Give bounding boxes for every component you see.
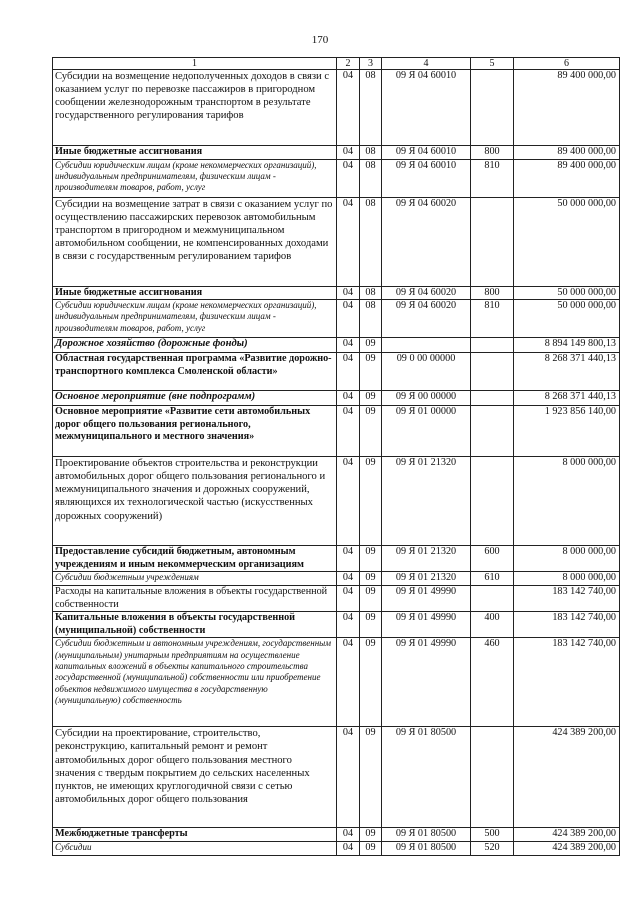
row-name-cell: Субсидии юридическим лицам (кроме некоммерческих организаций), индивидуальным предпринимателям, физическим лицам - производителям товаров, работ, услуг — [53, 159, 337, 197]
table-row — [53, 612, 620, 638]
row-target-code-cell: 09 Я 01 21320 — [382, 546, 471, 572]
row-expense-type-cell — [471, 457, 514, 546]
row-name-cell: Межбюджетные трансферты — [53, 828, 337, 842]
row-name-cell: Субсидии — [53, 841, 337, 855]
row-expense-type-cell — [471, 585, 514, 611]
row-target-code-cell: 09 Я 01 49990 — [382, 612, 471, 638]
row-name-cell: Предоставление субсидий бюджетным, автономным учреждениям и иным некоммерческим организациям — [53, 546, 337, 572]
row-name-cell: Капитальные вложения в объекты государственной (муниципальной) собственности — [53, 612, 337, 638]
row-expense-type-cell — [471, 197, 514, 286]
table-row — [53, 585, 620, 611]
table-header-row — [53, 58, 620, 70]
row-subsection-cell: 09 — [360, 406, 382, 457]
row-name-cell: Субсидии на возмещение затрат в связи с оказанием услуг по осуществлению пассажирских перевозок автомобильным транспортом в пригородном и межмуниципальном автомобильном сообщении, не компенсированных доходами в связи с государственным регулированием тарифов — [53, 197, 337, 286]
row-target-code-cell: 09 Я 01 80500 — [382, 841, 471, 855]
row-name-cell: Проектирование объектов строительства и реконструкции автомобильных дорог общего пользования регионального и межмуниципального значения и дорожных сооружений, являющихся их технологической частью (искусственных дорожных сооружений) — [53, 457, 337, 546]
row-target-code-cell: 09 Я 04 60020 — [382, 197, 471, 286]
row-amount-cell: 50 000 000,00 — [514, 286, 620, 300]
table-row — [53, 146, 620, 160]
row-section-cell: 04 — [337, 159, 360, 197]
row-name-cell: Областная государственная программа «Развитие дорожно-транспортного комплекса Смоленской области» — [53, 353, 337, 391]
row-subsection-cell: 09 — [360, 727, 382, 828]
row-section-cell: 04 — [337, 585, 360, 611]
row-section-cell: 04 — [337, 70, 360, 146]
row-expense-type-cell: 520 — [471, 841, 514, 855]
row-subsection-cell: 09 — [360, 585, 382, 611]
row-subsection-cell: 09 — [360, 338, 382, 353]
row-amount-cell: 424 389 200,00 — [514, 727, 620, 828]
row-section-cell: 04 — [337, 338, 360, 353]
row-amount-cell: 89 400 000,00 — [514, 146, 620, 160]
page-number: 170 — [311, 34, 329, 46]
table-row — [53, 457, 620, 546]
column-header: 2 — [337, 58, 360, 70]
row-subsection-cell: 08 — [360, 300, 382, 338]
row-section-cell: 04 — [337, 353, 360, 391]
row-subsection-cell: 08 — [360, 197, 382, 286]
row-expense-type-cell — [471, 353, 514, 391]
row-amount-cell: 50 000 000,00 — [514, 197, 620, 286]
table-row — [53, 391, 620, 406]
column-header: 3 — [360, 58, 382, 70]
row-name-cell: Субсидии юридическим лицам (кроме некоммерческих организаций), индивидуальным предпринимателям, физическим лицам - производителям товаров, работ, услуг — [53, 300, 337, 338]
row-amount-cell: 8 000 000,00 — [514, 457, 620, 546]
row-subsection-cell: 08 — [360, 146, 382, 160]
row-amount-cell: 89 400 000,00 — [514, 159, 620, 197]
row-expense-type-cell: 600 — [471, 546, 514, 572]
row-subsection-cell: 09 — [360, 546, 382, 572]
column-header: 4 — [382, 58, 471, 70]
row-amount-cell: 8 894 149 800,13 — [514, 338, 620, 353]
row-section-cell: 04 — [337, 572, 360, 586]
budget-table — [52, 57, 620, 856]
row-target-code-cell: 09 Я 04 60010 — [382, 70, 471, 146]
row-name-cell: Основное мероприятие «Развитие сети автомобильных дорог общего пользования регионального, межмуниципального и местного значения» — [53, 406, 337, 457]
row-amount-cell: 183 142 740,00 — [514, 638, 620, 727]
row-subsection-cell: 08 — [360, 70, 382, 146]
table-row — [53, 197, 620, 286]
row-section-cell: 04 — [337, 727, 360, 828]
row-section-cell: 04 — [337, 612, 360, 638]
row-expense-type-cell: 500 — [471, 828, 514, 842]
row-section-cell: 04 — [337, 841, 360, 855]
row-expense-type-cell — [471, 338, 514, 353]
row-name-cell: Субсидии на возмещение недополученных доходов в связи с оказанием услуг по перевозке пассажиров в пригородном сообщении железнодорожным транспортом в результате государственного регулирования тарифов — [53, 70, 337, 146]
table-row — [53, 828, 620, 842]
table-row — [53, 300, 620, 338]
table-row — [53, 727, 620, 828]
row-amount-cell: 183 142 740,00 — [514, 585, 620, 611]
column-header: 1 — [53, 58, 337, 70]
row-expense-type-cell: 610 — [471, 572, 514, 586]
row-target-code-cell: 09 0 00 00000 — [382, 353, 471, 391]
row-subsection-cell: 09 — [360, 391, 382, 406]
row-name-cell: Дорожное хозяйство (дорожные фонды) — [53, 338, 337, 353]
row-amount-cell: 8 268 371 440,13 — [514, 353, 620, 391]
row-subsection-cell: 09 — [360, 353, 382, 391]
row-subsection-cell: 09 — [360, 457, 382, 546]
row-expense-type-cell: 810 — [471, 159, 514, 197]
row-subsection-cell: 09 — [360, 638, 382, 727]
row-amount-cell: 8 000 000,00 — [514, 572, 620, 586]
table-row — [53, 70, 620, 146]
row-name-cell: Основное мероприятие (вне подпрограмм) — [53, 391, 337, 406]
row-section-cell: 04 — [337, 391, 360, 406]
row-name-cell: Субсидии на проектирование, строительство, реконструкцию, капитальный ремонт и ремонт автомобильных дорог общего пользования местного значения с твердым покрытием до сельских населенных пунктов, не имеющих круглогодичной связи с сетью автомобильных дорог общего пользования — [53, 727, 337, 828]
row-target-code-cell: 09 Я 00 00000 — [382, 391, 471, 406]
table-row — [53, 353, 620, 391]
row-amount-cell: 183 142 740,00 — [514, 612, 620, 638]
table-row — [53, 546, 620, 572]
row-target-code-cell: 09 Я 01 49990 — [382, 585, 471, 611]
row-subsection-cell: 08 — [360, 286, 382, 300]
row-amount-cell: 50 000 000,00 — [514, 300, 620, 338]
row-target-code-cell: 09 Я 01 80500 — [382, 727, 471, 828]
row-subsection-cell: 09 — [360, 572, 382, 586]
table-row — [53, 338, 620, 353]
row-expense-type-cell: 400 — [471, 612, 514, 638]
row-subsection-cell: 09 — [360, 828, 382, 842]
row-amount-cell: 1 923 856 140,00 — [514, 406, 620, 457]
row-target-code-cell: 09 Я 01 21320 — [382, 457, 471, 546]
row-expense-type-cell: 800 — [471, 146, 514, 160]
row-subsection-cell: 09 — [360, 841, 382, 855]
row-amount-cell: 8 000 000,00 — [514, 546, 620, 572]
row-name-cell: Иные бюджетные ассигнования — [53, 286, 337, 300]
table-row — [53, 406, 620, 457]
row-name-cell: Субсидии бюджетным учреждениям — [53, 572, 337, 586]
row-section-cell: 04 — [337, 546, 360, 572]
row-subsection-cell: 08 — [360, 159, 382, 197]
table-row — [53, 638, 620, 727]
row-expense-type-cell — [471, 391, 514, 406]
row-expense-type-cell — [471, 406, 514, 457]
row-expense-type-cell — [471, 70, 514, 146]
row-expense-type-cell: 810 — [471, 300, 514, 338]
row-target-code-cell: 09 Я 01 21320 — [382, 572, 471, 586]
row-amount-cell: 424 389 200,00 — [514, 841, 620, 855]
row-amount-cell: 8 268 371 440,13 — [514, 391, 620, 406]
row-name-cell: Иные бюджетные ассигнования — [53, 146, 337, 160]
row-amount-cell: 424 389 200,00 — [514, 828, 620, 842]
row-section-cell: 04 — [337, 286, 360, 300]
row-expense-type-cell: 800 — [471, 286, 514, 300]
row-target-code-cell — [382, 338, 471, 353]
row-target-code-cell: 09 Я 04 60020 — [382, 300, 471, 338]
row-section-cell: 04 — [337, 638, 360, 727]
row-section-cell: 04 — [337, 146, 360, 160]
row-amount-cell: 89 400 000,00 — [514, 70, 620, 146]
row-section-cell: 04 — [337, 300, 360, 338]
row-expense-type-cell: 460 — [471, 638, 514, 727]
row-target-code-cell: 09 Я 01 80500 — [382, 828, 471, 842]
row-expense-type-cell — [471, 727, 514, 828]
row-target-code-cell: 09 Я 04 60010 — [382, 146, 471, 160]
row-name-cell: Субсидии бюджетным и автономным учреждениям, государственным (муниципальным) унитарным предприятиям на осуществление капитальных вложений в объекты капитального строительства государственной (муниципальной) собственности или приобретение объектов недвижимого имущества в государственную (муниципальную) собственность — [53, 638, 337, 727]
row-section-cell: 04 — [337, 197, 360, 286]
row-section-cell: 04 — [337, 406, 360, 457]
row-section-cell: 04 — [337, 457, 360, 546]
row-subsection-cell: 09 — [360, 612, 382, 638]
row-target-code-cell: 09 Я 01 00000 — [382, 406, 471, 457]
table-row — [53, 159, 620, 197]
row-target-code-cell: 09 Я 04 60010 — [382, 159, 471, 197]
row-target-code-cell: 09 Я 01 49990 — [382, 638, 471, 727]
row-section-cell: 04 — [337, 828, 360, 842]
column-header: 6 — [514, 58, 620, 70]
row-name-cell: Расходы на капитальные вложения в объекты государственной собственности — [53, 585, 337, 611]
column-header: 5 — [471, 58, 514, 70]
table-row — [53, 286, 620, 300]
row-target-code-cell: 09 Я 04 60020 — [382, 286, 471, 300]
table-row — [53, 572, 620, 586]
table-row — [53, 841, 620, 855]
